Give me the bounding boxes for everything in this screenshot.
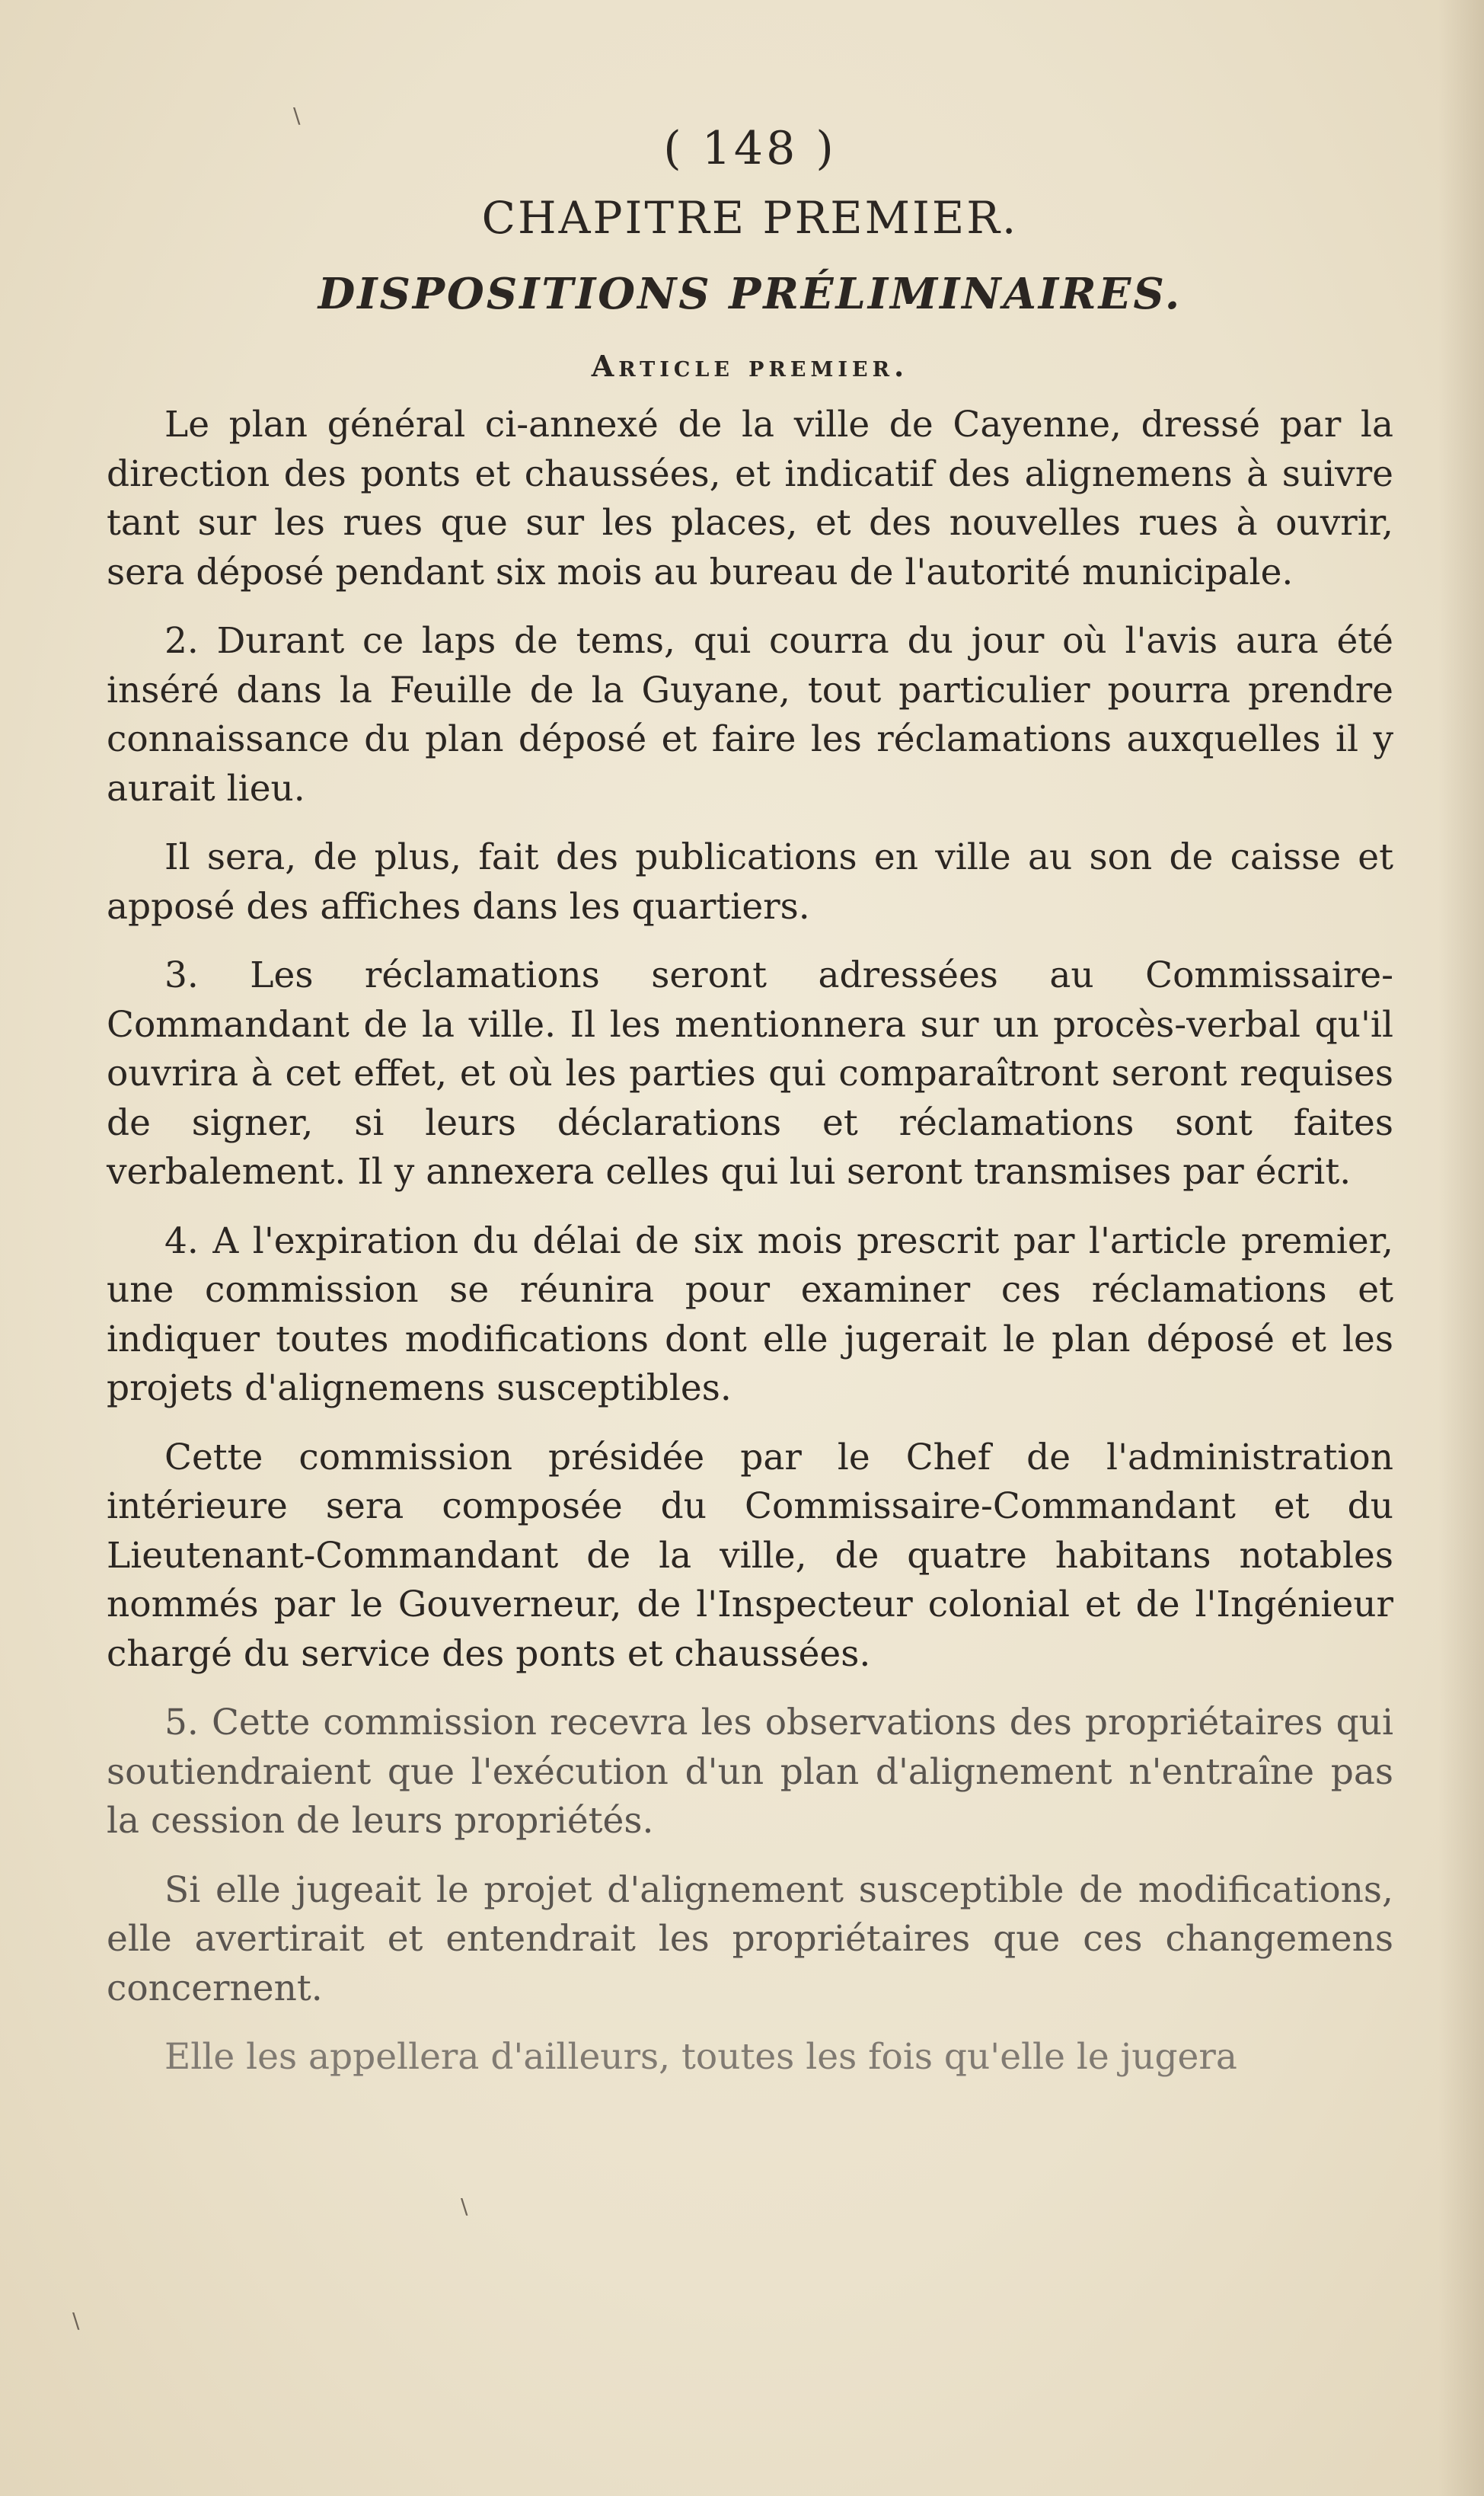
page-edge-shadow [1438, 0, 1484, 2496]
paragraph-article-4: 4. A l'expiration du délai de six mois prescrit par l'article premier, une commission se réunira pour examiner ces réclamations et indiquer toutes modifications dont elle jugerait le plan déposé et les projets d'alignemens susceptibles. [107, 1219, 1393, 1409]
paragraph-article-2: 2. Durant ce laps de tems, qui courra du jour où l'avis aura été inséré dans la Feuille de la Guyane, tout particulier pourra prendre connaissance du plan déposé et faire les réclamations auxquelles il y aurait lieu. [107, 620, 1393, 810]
article-heading: Article premier. [591, 349, 909, 383]
paragraph-article-3: 3. Les réclamations seront adressées au Commissaire-Commandant de la ville. Il les mentionnera sur un procès-verbal qu'il ouvrira à cet effet, et où les parties qui comparaîtront seront requises de signer, si leurs déclarations et réclamations sont faites verbalement. Il y annexera celles qui lui seront transmises par écrit. [107, 954, 1393, 1193]
paper-mark: \ [461, 2194, 468, 2219]
paper-mark: \ [72, 2308, 80, 2333]
page-number: ( 148 ) [663, 122, 837, 175]
paragraph-modifications: Si elle jugeait le projet d'alignement susceptible de modifications, elle avertirait et entendrait les propriétaires que ces changemens concernent. [107, 1868, 1393, 2009]
paragraph-publications: Il sera, de plus, fait des publications en ville au son de caisse et apposé des affiches dans les quartiers. [107, 836, 1393, 928]
paragraph-commission: Cette commission présidée par le Chef de l'administration intérieure sera composée du Commissaire-Commandant et du Lieutenant-Commandant de la ville, de quatre habitans notables nommés par le Gouverneur, de l'Inspecteur colonial et de l'Ingénieur chargé du service des ponts et chaussées. [107, 1436, 1393, 1675]
section-title: DISPOSITIONS PRÉLIMINAIRES. [318, 269, 1182, 319]
paper-mark: \ [293, 103, 301, 128]
paragraph-article-1: Le plan général ci-annexé de la ville de Cayenne, dressé par la direction des ponts et chaussées, et indicatif des alignemens à suivre tant sur les rues que sur les places, et des nouvelles rues à ouvrir, sera déposé pendant six mois au bureau de l'autorité municipale. [107, 404, 1393, 593]
paragraph-appellera: Elle les appellera d'ailleurs, toutes les fois qu'elle le jugera [164, 2036, 1237, 2078]
page-text [107, 122, 1393, 2102]
chapter-title: CHAPITRE PREMIER. [481, 192, 1019, 244]
paragraph-article-5: 5. Cette commission recevra les observations des propriétaires qui soutiendraient que l'exécution d'un plan d'alignement n'entraîne pas la cession de leurs propriétés. [107, 1702, 1393, 1842]
